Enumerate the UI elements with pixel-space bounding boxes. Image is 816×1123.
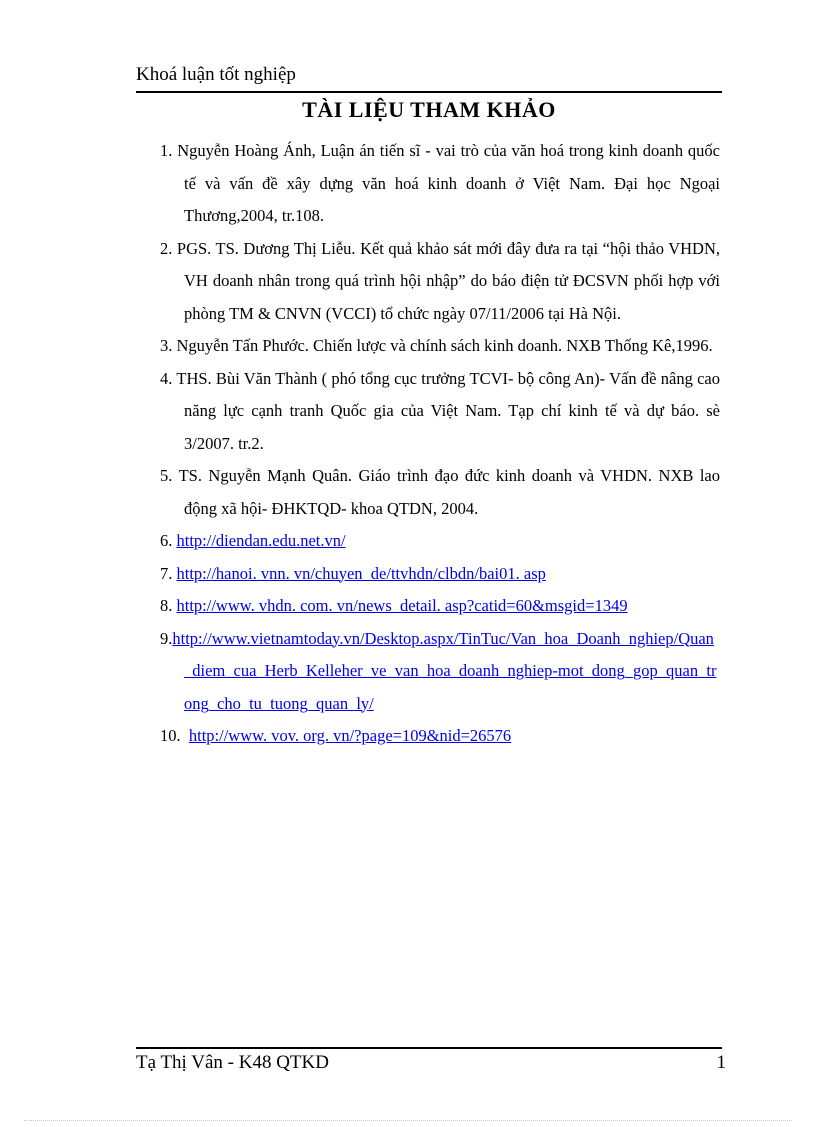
reference-item-5 xyxy=(160,460,720,525)
reference-text: TS. Nguyễn Mạnh Quân. Giáo trình đạo đức kinh doanh và VHDN. NXB lao động xã hội- ĐHKTQD- khoa QTDN, 2004. xyxy=(178,466,720,518)
page-header: Khoá luận tốt nghiệp xyxy=(136,64,296,85)
reference-number: 3. xyxy=(160,336,173,355)
reference-item-2 xyxy=(160,233,720,331)
reference-number: 10. xyxy=(160,726,181,745)
reference-number: 8. xyxy=(160,596,173,615)
reference-link[interactable]: http://www. vov. org. vn/?page=109&nid=26576 xyxy=(188,726,512,745)
reference-link[interactable]: http://www.vietnamtoday.vn/Desktop.aspx/TinTuc/Van_hoa_Doanh_nghiep/Quan_diem_cua_Herb_Kelleher_ve_van_hoa_doanh_nghiep-mot_dong_gop_quan_trong_cho_tu_tuong_quan_ly/ xyxy=(172,628,717,713)
reference-link[interactable]: http://hanoi. vnn. vn/chuyen_de/ttvhdn/clbdn/bai01. asp xyxy=(176,563,546,583)
reference-number: 7. xyxy=(160,563,173,583)
reference-number: 4. xyxy=(160,368,173,388)
header-rule xyxy=(136,91,722,93)
reference-text: THS. Bùi Văn Thành ( phó tổng cục trưởng TCVI- bộ công An)- Vấn đề nâng cao năng lực cạnh tranh Quốc gia của Việt Nam. Tạp chí kinh tế và dự báo. sè 3/2007. tr.2. xyxy=(176,368,720,453)
reference-item-9 xyxy=(160,623,720,721)
reference-number: 9. xyxy=(160,628,173,648)
reference-link[interactable]: http://www. vhdn. com. vn/news_detail. asp?catid=60&msgid=1349 xyxy=(176,596,628,615)
reference-item-4 xyxy=(160,363,720,461)
footer-rule xyxy=(136,1047,722,1049)
reference-text: PGS. TS. Dương Thị Liễu. Kết quả khảo sát mới đây đưa ra tại “hội thảo VHDN, VH doanh nhân trong quá trình hội nhập” do báo điện tử ĐCSVN phối hợp với phòng TM & CNVN (VCCI) tổ chức ngày 07/11/2006 tại Hà Nội. xyxy=(176,238,721,323)
reference-number: 5. xyxy=(160,466,173,485)
reference-number: 2. xyxy=(160,238,173,258)
reference-list xyxy=(160,135,720,753)
reference-item-1 xyxy=(160,135,720,233)
reference-item-10 xyxy=(160,720,720,753)
reference-item-6 xyxy=(160,525,720,558)
reference-item-7 xyxy=(160,558,720,591)
reference-text: Nguyễn Hoàng Ánh, Luận án tiến sĩ - vai trò của văn hoá trong kinh doanh quốc tế và vấn đề xây dựng văn hoá kinh doanh ở Việt Nam. Đại học Ngoại Thương,2004, tr.108. xyxy=(177,141,721,225)
reference-number: 6. xyxy=(160,531,173,550)
reference-link[interactable]: http://diendan.edu.net.vn/ xyxy=(176,531,346,550)
page-number: 1 xyxy=(716,1052,726,1073)
reference-item-3 xyxy=(160,330,720,363)
reference-text: Nguyễn Tấn Phước. Chiến lược và chính sách kinh doanh. NXB Thống Kê,1996. xyxy=(176,336,713,355)
reference-number: 1. xyxy=(160,141,173,160)
reference-item-8 xyxy=(160,590,720,623)
page-title: TÀI LIỆU THAM KHẢO xyxy=(302,97,556,122)
footer-author: Tạ Thị Vân - K48 QTKD xyxy=(136,1052,329,1073)
page-boundary xyxy=(24,1120,792,1121)
